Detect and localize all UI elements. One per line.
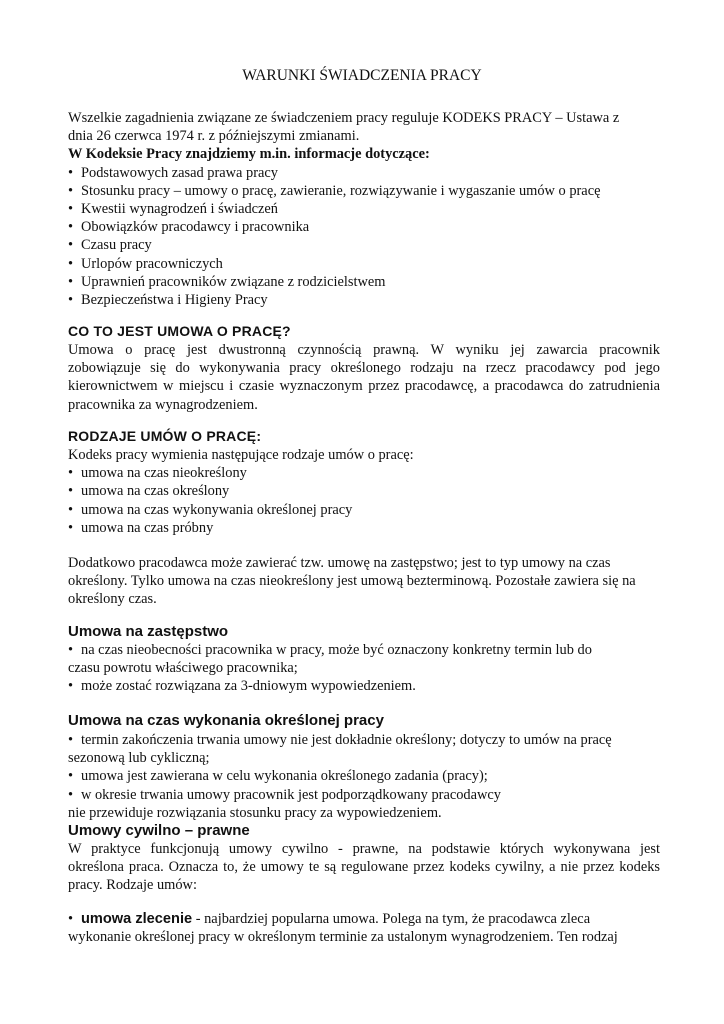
list-item: • umowa na czas określony [68, 482, 660, 500]
section-heading-umowa: CO TO JEST UMOWA O PRACĘ? [68, 323, 291, 339]
list-item: • Uprawnień pracowników związane z rodzicielstwem [68, 273, 660, 291]
list-item: • Podstawowych zasad prawa pracy [68, 164, 660, 182]
zlecenie-term: umowa zlecenie [81, 911, 193, 927]
intro-line: dnia 26 czerwca 1974 r. z późniejszymi zmianami. [68, 128, 360, 145]
document-title: WARUNKI ŚWIADCZENIA PRACY [242, 67, 482, 84]
paragraph-line: zobowiązuje się do wykonywania pracy określonego rodzaju na rzecz pracodawcy pod jego [68, 360, 660, 377]
list-item-zlecenie [68, 910, 660, 928]
list-item: • może zostać rozwiązana za 3-dniowym wypowiedzeniem. [68, 677, 660, 695]
list-item: • Urlopów pracowniczych [68, 255, 660, 273]
list-item: • Stosunku pracy – umowy o pracę, zawieranie, rozwiązywanie i wygaszanie umów o pracę [68, 182, 660, 200]
umowa-paragraph [68, 341, 660, 414]
list-item: • umowa jest zawierana w celu wykonania określonego zadania (pracy); [68, 767, 660, 785]
intro-line: Wszelkie zagadnienia związane ze świadczeniem pracy reguluje KODEKS PRACY – Ustawa z [68, 110, 620, 126]
list-item: • umowa na czas wykonywania określonej pracy [68, 501, 660, 519]
intro-bold-line: W Kodeksie Pracy znajdziemy m.in. informacje dotyczące: [68, 146, 430, 163]
list-item: • termin zakończenia trwania umowy nie jest dokładnie określony; dotyczy to umów na pracę [68, 731, 660, 749]
paragraph-line: pracownika za wynagrodzeniem. [68, 396, 258, 413]
paragraph-line: W praktyce funkcjonują umowy cywilno - prawne, na podstawie których wykonywana jest [68, 841, 660, 857]
list-item: • Czasu pracy [68, 236, 660, 254]
list-item-continuation: sezonową lub cykliczną; [68, 750, 210, 767]
zlecenie-paragraph [68, 910, 660, 946]
cywilno-paragraph [68, 840, 660, 895]
paragraph-line: określony. Tylko umowa na czas nieokreślony jest umową bezterminową. Pozostałe zawiera się na [68, 573, 636, 590]
rodzaje-extra-paragraph [68, 554, 660, 609]
section-heading-rodzaje: RODZAJE UMÓW O PRACĘ: [68, 428, 262, 444]
paragraph-line: określona praca. Oznacza to, że umowy te są regulowane przez kodeks cywilny, a nie przez kodeks [68, 859, 660, 876]
section-heading-zastepstwo: Umowa na zastępstwo [68, 623, 229, 640]
paragraph-line: Umowa o pracę jest dwustronną czynnością prawną. W wyniku jej zawarcia pracownik [68, 342, 660, 358]
list-item: • na czas nieobecności pracownika w pracy, może być oznaczony konkretny termin lub do [68, 641, 660, 659]
list-item: • Kwestii wynagrodzeń i świadczeń [68, 200, 660, 218]
list-item: • umowa na czas próbny [68, 519, 660, 537]
intro-paragraph [68, 109, 660, 309]
zastepstwo-list [68, 641, 660, 696]
paragraph-line: wykonanie określonej pracy w określonym terminie za ustalonym wynagrodzeniem. Ten rodzaj [68, 929, 618, 946]
list-item-continuation: nie przewiduje rozwiązania stosunku pracy za wypowiedzeniem. [68, 804, 442, 821]
list-item: • w okresie trwania umowy pracownik jest podporządkowany pracodawcy [68, 786, 660, 804]
paragraph-line: Dodatkowo pracodawca może zawierać tzw. umowę na zastępstwo; jest to typ umowy na czas [68, 555, 611, 571]
list-item: • Bezpieczeństwa i Higieny Pracy [68, 291, 660, 309]
section-heading-okreslonej: Umowa na czas wykonania określonej pracy [68, 712, 384, 729]
rodzaje-list [68, 446, 660, 537]
list-item: • umowa na czas nieokreślony [68, 464, 660, 482]
paragraph-line: kierownictwem w miejscu i czasie wyznaczonym przez pracodawcę, a pracodawca do zatrudnienia [68, 378, 660, 395]
paragraph-line: pracy. Rodzaje umów: [68, 877, 197, 894]
rodzaje-intro: Kodeks pracy wymienia następujące rodzaje umów o pracę: [68, 447, 414, 463]
list-item-continuation: czasu powrotu właściwego pracownika; [68, 660, 298, 677]
section-heading-cywilno: Umowy cywilno – prawne [68, 822, 250, 839]
okreslonej-list [68, 731, 660, 822]
paragraph-line: określony czas. [68, 591, 157, 608]
zlecenie-description: - najbardziej popularna umowa. Polega na tym, że pracodawca zleca [192, 911, 591, 927]
list-item: • Obowiązków pracodawcy i pracownika [68, 218, 660, 236]
